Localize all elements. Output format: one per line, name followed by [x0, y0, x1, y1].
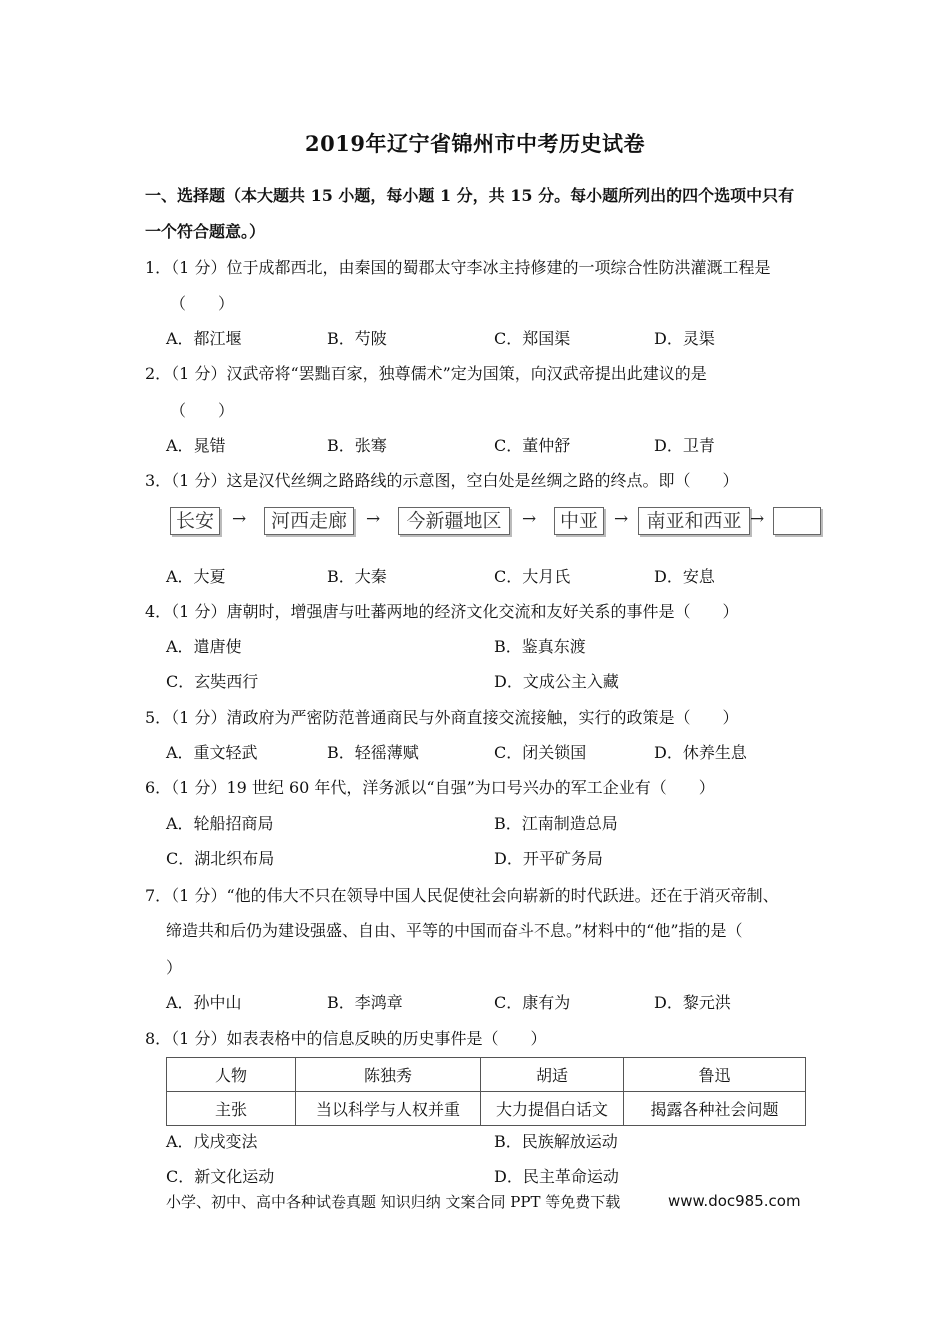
q1-option-a: A．都江堰: [166, 329, 242, 348]
q2-option-c: C．董仲舒: [494, 436, 571, 455]
table-cell: 胡适: [481, 1058, 624, 1092]
question-7-stem-line1: 7．（1 分）“他的伟大不只在领导中国人民促使社会向崭新的时代跃进。还在于消灭帝制、: [145, 886, 779, 905]
q5-option-a: A．重文轻武: [166, 743, 258, 762]
flow-arrow: →: [750, 509, 765, 529]
flow-arrow: →: [366, 509, 381, 529]
q7-option-b: B．李鸿章: [327, 993, 403, 1012]
question-1-stem: 1．（1 分）位于成都西北，由秦国的蜀郡太守李冰主持修建的一项综合性防洪灌溉工程是: [145, 258, 771, 277]
table-row: [167, 1092, 806, 1126]
q4-option-a: A．遣唐使: [166, 637, 242, 656]
table-cell: 鲁迅: [624, 1058, 806, 1092]
q3-option-d: D．安息: [654, 567, 715, 586]
silk-road-stop-changan: 长安: [170, 507, 220, 535]
q4-option-b: B．鉴真东渡: [494, 637, 586, 656]
page-title: 2019年辽宁省锦州市中考历史试卷: [305, 131, 645, 156]
question-7-stem-line2: 缔造共和后仍为建设强盛、自由、平等的中国而奋斗不息。”材料中的“他”指的是（: [166, 921, 743, 940]
table-cell: 大力提倡白话文: [481, 1092, 624, 1126]
table-cell: 主张: [167, 1092, 296, 1126]
q3-option-a: A．大夏: [166, 567, 226, 586]
question-1-blank: （ ）: [170, 294, 235, 313]
table-cell: 人物: [167, 1058, 296, 1092]
q4-option-c: C．玄奘西行: [166, 672, 259, 691]
q7-option-d: D．黎元洪: [654, 993, 731, 1012]
q6-option-d: D．开平矿务局: [494, 849, 603, 868]
flow-arrow: →: [614, 509, 629, 529]
q8-option-a: A．戊戌变法: [166, 1132, 258, 1151]
q6-option-a: A．轮船招商局: [166, 814, 274, 833]
q3-option-b: B．大秦: [327, 567, 387, 586]
flow-arrow: →: [522, 509, 537, 529]
question-2-stem: 2．（1 分）汉武帝将“罢黜百家，独尊儒术”定为国策，向汉武帝提出此建议的是: [145, 364, 707, 383]
table-cell: 当以科学与人权并重: [296, 1092, 481, 1126]
q2-option-b: B．张骞: [327, 436, 387, 455]
flow-arrow: →: [232, 509, 247, 529]
q6-option-c: C．湖北织布局: [166, 849, 275, 868]
q2-option-d: D．卫青: [654, 436, 715, 455]
silk-road-stop-hexi-corridor: 河西走廊: [264, 507, 354, 535]
q4-option-d: D．文成公主入藏: [494, 672, 619, 691]
section-heading-line1: 一、选择题（本大题共 15 小题，每小题 1 分，共 15 分。每小题所列出的四个选项中只有: [145, 186, 795, 205]
table-cell: 揭露各种社会问题: [624, 1092, 806, 1126]
table-cell: 陈独秀: [296, 1058, 481, 1092]
question-3-stem: 3．（1 分）这是汉代丝绸之路路线的示意图，空白处是丝绸之路的终点。即（ ）: [145, 471, 739, 490]
question-7-stem-line3: ）: [166, 958, 183, 977]
footer-download-note: 小学、初中、高中各种试卷真题 知识归纳 文案合同 PPT 等免费下载: [166, 1193, 621, 1211]
q8-table: [166, 1057, 806, 1126]
question-8-stem: 8．（1 分）如表表格中的信息反映的历史事件是（ ）: [145, 1029, 547, 1048]
question-5-stem: 5．（1 分）清政府为严密防范普通商民与外商直接交流接触，实行的政策是（ ）: [145, 708, 739, 727]
question-4-stem: 4．（1 分）唐朝时，增强唐与吐蕃两地的经济文化交流和友好关系的事件是（ ）: [145, 602, 739, 621]
section-heading-line2: 一个符合题意。）: [145, 222, 266, 241]
q1-option-c: C．郑国渠: [494, 329, 571, 348]
silk-road-stop-south-west-asia: 南亚和西亚: [638, 507, 750, 535]
silk-road-stop-xinjiang: 今新疆地区: [398, 507, 510, 535]
table-row: [167, 1058, 806, 1092]
question-2-blank: （ ）: [170, 401, 235, 420]
silk-road-endpoint-blank: [773, 507, 821, 535]
q3-option-c: C．大月氏: [494, 567, 571, 586]
q5-option-b: B．轻徭薄赋: [327, 743, 419, 762]
footer-website-link[interactable]: www.doc985.com: [668, 1192, 801, 1210]
q8-option-d: D．民主革命运动: [494, 1167, 619, 1186]
silk-road-stop-central-asia: 中亚: [554, 507, 604, 535]
q8-option-c: C．新文化运动: [166, 1167, 275, 1186]
q7-option-c: C．康有为: [494, 993, 571, 1012]
question-6-stem: 6．（1 分）19 世纪 60 年代，洋务派以“自强”为口号兴办的军工企业有（ ）: [145, 778, 715, 797]
q1-option-b: B．芍陂: [327, 329, 387, 348]
q6-option-b: B．江南制造总局: [494, 814, 618, 833]
q8-option-b: B．民族解放运动: [494, 1132, 618, 1151]
q2-option-a: A．晁错: [166, 436, 226, 455]
q7-option-a: A．孙中山: [166, 993, 242, 1012]
q5-option-d: D．休养生息: [654, 743, 747, 762]
q5-option-c: C．闭关锁国: [494, 743, 587, 762]
q1-option-d: D．灵渠: [654, 329, 715, 348]
